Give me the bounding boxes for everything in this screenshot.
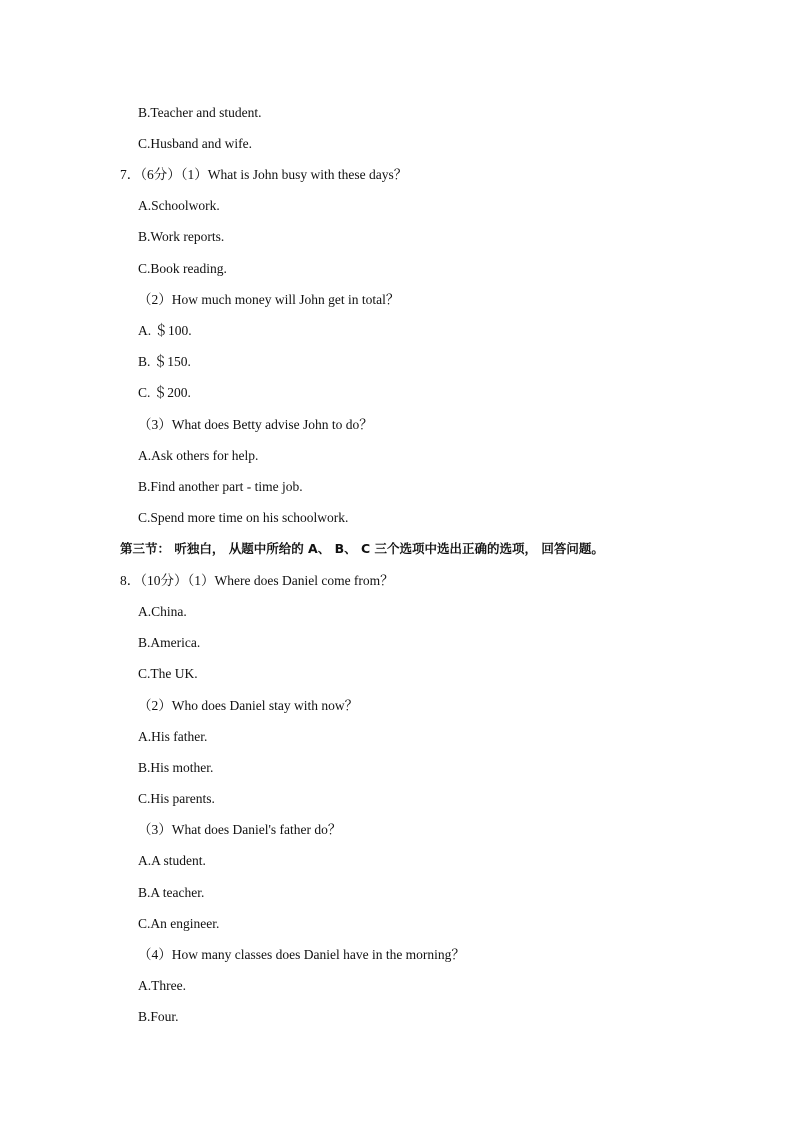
option-6-c: C.Husband and wife. (138, 136, 252, 151)
option-8-1-b: B.America. (138, 635, 201, 650)
section-3-heading: 第三节： 听独白， 从题中所给的 A、 B、 C 三个选项中选出正确的选项， 回答问题。 (120, 541, 604, 556)
question-8-4: （4）How many classes does Daniel have in the morning？ (138, 947, 465, 962)
option-7-1-b: B.Work reports. (138, 229, 225, 244)
option-6-b: B.Teacher and student. (138, 105, 262, 120)
option-7-3-a: A.Ask others for help. (138, 448, 259, 463)
option-7-3-c: C.Spend more time on his schoolwork. (138, 510, 349, 525)
option-7-3-b: B.Find another part - time job. (138, 479, 303, 494)
option-8-1-a: A.China. (138, 604, 187, 619)
question-7-header: 7．（6分）（1）What is John busy with these days？ (120, 167, 408, 182)
option-8-2-b: B.His mother. (138, 760, 214, 775)
question-8-2: （2）Who does Daniel stay with now？ (138, 698, 359, 713)
option-8-2-c: C.His parents. (138, 791, 215, 806)
option-8-4-a: A.Three. (138, 978, 186, 993)
question-7-2: （2）How much money will John get in total？ (138, 292, 400, 307)
option-7-2-c: C. ＄200. (138, 385, 191, 400)
question-7-3: （3）What does Betty advise John to do？ (138, 417, 373, 432)
option-8-3-a: A.A student. (138, 853, 206, 868)
option-8-2-a: A.His father. (138, 729, 208, 744)
option-8-1-c: C.The UK. (138, 666, 198, 681)
option-7-1-c: C.Book reading. (138, 261, 227, 276)
question-8-header: 8．（10分）（1）Where does Daniel come from？ (120, 573, 394, 588)
question-8-3: （3）What does Daniel's father do？ (138, 822, 342, 837)
option-8-4-b: B.Four. (138, 1009, 179, 1024)
option-7-1-a: A.Schoolwork. (138, 198, 220, 213)
option-8-3-c: C.An engineer. (138, 916, 220, 931)
option-8-3-b: B.A teacher. (138, 885, 205, 900)
option-7-2-b: B. ＄150. (138, 354, 191, 369)
option-7-2-a: A. ＄100. (138, 323, 192, 338)
